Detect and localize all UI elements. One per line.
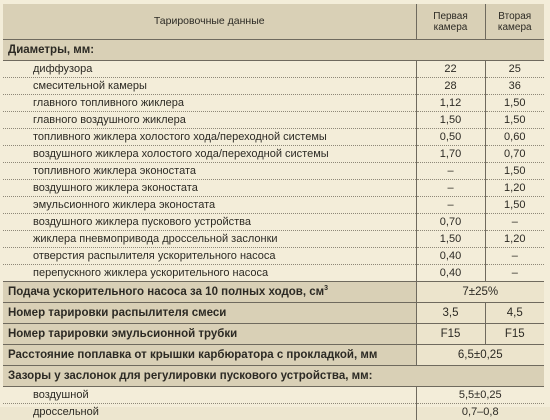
header-chamber-1: Первая камера — [416, 4, 485, 40]
row-value-chamber-2: 1,20 — [485, 231, 544, 248]
header-chamber-2: Вторая камера — [485, 4, 544, 40]
row-value-chamber-1: 22 — [416, 61, 485, 78]
row-name: смесительной камеры — [3, 78, 416, 95]
row-value-chamber-2: 1,50 — [485, 163, 544, 180]
table-row — [3, 404, 544, 420]
row-name: отверстия распылителя ускорительного насоса — [3, 248, 416, 265]
row-name: главного воздушного жиклера — [3, 112, 416, 129]
row-value-chamber-2: 1,50 — [485, 197, 544, 214]
table-row — [3, 214, 544, 231]
row-value-chamber-2: – — [485, 214, 544, 231]
row-float-distance — [3, 345, 544, 366]
row-name: воздушного жиклера эконостата — [3, 180, 416, 197]
row-name: воздушного жиклера холостого хода/переходной системы — [3, 146, 416, 163]
row-value-chamber-1: 28 — [416, 78, 485, 95]
row-name: диффузора — [3, 61, 416, 78]
table-header-row — [3, 4, 544, 40]
sprayer-value-chamber-2: 4,5 — [485, 303, 544, 324]
table-row — [3, 180, 544, 197]
float-distance-label: Расстояние поплавка от крышки карбюратора с прокладкой, мм — [3, 345, 416, 366]
pump-feed-label — [3, 282, 416, 303]
emulsion-tube-value-chamber-1: F15 — [416, 324, 485, 345]
row-name: воздушной — [3, 387, 416, 404]
row-pump-feed — [3, 282, 544, 303]
row-value-chamber-1: – — [416, 163, 485, 180]
row-value-chamber-1: 1,70 — [416, 146, 485, 163]
table-row — [3, 146, 544, 163]
row-value-chamber-1: 0,50 — [416, 129, 485, 146]
row-value-chamber-2: 0,70 — [485, 146, 544, 163]
pump-feed-label-text: Подача ускорительного насоса за 10 полных ходов, см — [8, 286, 324, 298]
header-param: Тарировочные данные — [3, 4, 416, 40]
row-value-chamber-2: – — [485, 265, 544, 282]
row-name: эмульсионного жиклера эконостата — [3, 197, 416, 214]
row-value-chamber-2: – — [485, 248, 544, 265]
row-value-chamber-2: 36 — [485, 78, 544, 95]
row-value-chamber-2: 25 — [485, 61, 544, 78]
row-value-chamber-1: 1,12 — [416, 95, 485, 112]
row-name: главного топливного жиклера — [3, 95, 416, 112]
table-row — [3, 231, 544, 248]
row-name: топливного жиклера эконостата — [3, 163, 416, 180]
row-value-chamber-1: 0,40 — [416, 265, 485, 282]
row-value-chamber-2: 0,60 — [485, 129, 544, 146]
row-value-chamber-2: 1,20 — [485, 180, 544, 197]
table-row — [3, 248, 544, 265]
table-row — [3, 112, 544, 129]
table-row — [3, 129, 544, 146]
sprayer-value-chamber-1: 3,5 — [416, 303, 485, 324]
row-value-chamber-1: 1,50 — [416, 231, 485, 248]
row-value-chamber-1: 0,40 — [416, 248, 485, 265]
row-value-chamber-1: 0,70 — [416, 214, 485, 231]
table-row — [3, 95, 544, 112]
row-value: 5,5±0,25 — [416, 387, 544, 404]
row-name: перепускного жиклера ускорительного насоса — [3, 265, 416, 282]
table-row — [3, 78, 544, 95]
row-name: дроссельной — [3, 404, 416, 420]
row-value-chamber-1: 1,50 — [416, 112, 485, 129]
pump-feed-unit-sup: 3 — [324, 285, 328, 292]
table-row — [3, 197, 544, 214]
table-row — [3, 387, 544, 404]
section-title: Диаметры, мм: — [3, 40, 416, 61]
section-diameters — [3, 40, 544, 61]
table-row — [3, 163, 544, 180]
sprayer-label: Номер тарировки распылителя смеси — [3, 303, 416, 324]
emulsion-tube-label: Номер тарировки эмульсионной трубки — [3, 324, 416, 345]
row-name: жиклера пневмопривода дроссельной заслонки — [3, 231, 416, 248]
calibration-table — [3, 4, 544, 420]
row-value-chamber-2: 1,50 — [485, 112, 544, 129]
section-gaps — [3, 366, 544, 387]
row-sprayer — [3, 303, 544, 324]
emulsion-tube-value-chamber-2: F15 — [485, 324, 544, 345]
float-distance-value: 6,5±0,25 — [416, 345, 544, 366]
table-row — [3, 265, 544, 282]
row-value: 0,7–0,8 — [416, 404, 544, 420]
row-name: воздушного жиклера пускового устройства — [3, 214, 416, 231]
row-value-chamber-2: 1,50 — [485, 95, 544, 112]
section-title: Зазоры у заслонок для регулировки пускового устройства, мм: — [3, 366, 416, 387]
row-value-chamber-1: – — [416, 197, 485, 214]
row-value-chamber-1: – — [416, 180, 485, 197]
row-emulsion-tube — [3, 324, 544, 345]
pump-feed-value: 7±25% — [416, 282, 544, 303]
row-name: топливного жиклера холостого хода/переходной системы — [3, 129, 416, 146]
table-row — [3, 61, 544, 78]
